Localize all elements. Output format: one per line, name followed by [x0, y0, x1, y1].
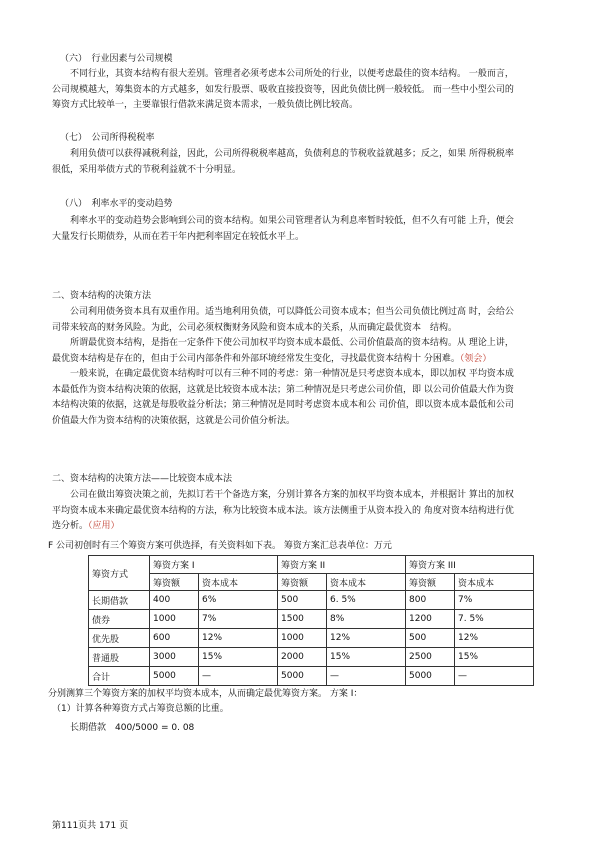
table-cell: 500: [406, 629, 455, 648]
table-cell: 800: [406, 591, 455, 610]
compare-body: [52, 488, 572, 535]
decision-heading: 二、资本结构的决策方法: [52, 291, 152, 301]
text-line: 平均资本成本来确定最优资本结构的方法，称为比较资本成本法。该方法侧重于从资本投入的 角度对资本结构进行优: [52, 505, 514, 516]
row-label: 优先股: [89, 629, 150, 648]
table-cell: 7%: [455, 591, 534, 610]
text-line: 大量发行长期债券，从而在若干年内把利率固定在较低水平上。: [52, 231, 305, 242]
text-line: 所谓最优资本结构，是指在一定条件下使公司加权平均资本成本最低、公司价值最高的资本结构。从 理论上讲，: [70, 338, 514, 348]
text-span: 选分析。: [52, 521, 89, 531]
text-line: 利用负债可以获得减税利益，因此，公司所得税税率越高，负债利息的节税收益就越多；反之，如果 所得税税率: [70, 149, 514, 159]
table-cell: 15%: [327, 648, 406, 667]
table-cell: 6. 5%: [327, 591, 406, 610]
page-number: 第111页共 171 页: [52, 821, 129, 831]
section-heading-6: （六） 行业因素与公司规模: [60, 54, 173, 64]
text-line: 筹资方式比较单一，主要靠银行借款来满足资本需求，一般负债比例比较高。: [52, 100, 359, 110]
text-line: 一般来说，在确定最优资本结构时可以有三种不同的考虑：第一种情况是只考虑资本成本，即以加权 平均资本成: [70, 369, 514, 379]
text-line: 公司规模越大，筹集资本的方式越多，如发行股票、吸收直接投资等，因此负债比例一般较低。 而一些中小型公司的: [52, 84, 514, 95]
table-header-plan-3: 筹资方案 III: [406, 556, 534, 574]
table-cell: 7%: [199, 610, 278, 629]
study-note: （应用）: [88, 521, 120, 531]
table-header-plan-1: 筹资方案 I: [150, 556, 278, 574]
table-cell: 2500: [406, 648, 455, 667]
table-cell: 12%: [327, 629, 406, 648]
text-line: 公司在做出筹资决策之前，先拟订若干个备选方案，分别计算各方案的加权平均资本成本，并根据计 算出的加权: [70, 490, 514, 500]
text-line: 利率水平的变动趋势会影响到公司的资本结构。如果公司管理者认为利息率暂时较低，但不久有可能 上升，便会: [70, 216, 514, 226]
calc-formula: 长期借款 400/5000 = 0. 08: [70, 723, 195, 733]
table-cell: 12%: [455, 629, 534, 648]
section-heading-7: （七） 公司所得税税率: [60, 133, 155, 143]
table-cell: 8%: [327, 610, 406, 629]
table-row: [89, 610, 534, 629]
table-cell: —: [199, 667, 278, 686]
table-cell: 2000: [278, 648, 327, 667]
table-cell: 1000: [278, 629, 327, 648]
text-line: 公司利用债务资本具有双重作用。适当地利用负债，可以降低公司资本成本；但当公司负债比例过高 时，会给公: [70, 307, 514, 317]
table-cell: 5000: [150, 667, 199, 686]
table-row: [89, 629, 534, 648]
table-cell: 3000: [150, 648, 199, 667]
table-cell: —: [455, 667, 534, 686]
table-subheader: 筹资额: [278, 574, 327, 591]
text-line: 本最低作为资本结构决策的依据，这就是比较资本成本法；第二种情况是只考虑公司价值，即 以公司价值最大作为资: [52, 384, 514, 395]
compare-heading: 二、资本结构的决策方法——比较资本成本法: [52, 474, 233, 484]
section-8-body: [52, 214, 572, 245]
text-line: 不同行业，其资本结构有很大差别。管理者必须考虑本公司所处的行业，以便考虑最佳的资本结构。 一般而言，: [70, 69, 514, 79]
decision-body: [52, 305, 572, 429]
text-line: 很低，采用举债方式的节税利益就不十分明显。: [52, 164, 242, 175]
table-cell: 15%: [199, 648, 278, 667]
row-label: 合计: [89, 667, 150, 686]
row-label: 债券: [89, 610, 150, 629]
table-cell: 7. 5%: [455, 610, 534, 629]
text-span: 最优资本结构是存在的，但由于公司内部条件和外部环境经常发生变化，寻找最优资本结构十 分困难。: [52, 353, 460, 364]
table-row: [89, 667, 534, 686]
calc-intro: 分别测算三个筹资方案的加权平均资本成本，从而确定最优筹资方案。 方案 I：: [48, 689, 363, 699]
table-cell: 5000: [406, 667, 455, 686]
row-label: 普通股: [89, 648, 150, 667]
table-subheader: 资本成本: [455, 574, 534, 591]
calc-step: （1）计算各种筹资方式占筹资总额的比重。: [52, 704, 229, 714]
table-cell: 15%: [455, 648, 534, 667]
text-line: 价值最大作为资本结构的决策依据，这就是公司价值分析法。: [52, 415, 296, 426]
text-line: 司带来较高的财务风险。为此，公司必须权衡财务风险和资本成本的关系，从而确定最优资本 结构。: [52, 322, 458, 333]
section-heading-8: （八） 利率水平的变动趋势: [60, 199, 173, 209]
text-line: 本结构决策的依据，这就是每股收益分析法；第三种情况是同时考虑资本成本和公 司价值，即以资本成本最低和公司: [52, 400, 514, 410]
section-7-body: [52, 147, 572, 178]
table-cell: 400: [150, 591, 199, 610]
table-row: [89, 648, 534, 667]
table-cell: 12%: [199, 629, 278, 648]
text-line: [52, 519, 572, 535]
financing-plan-table: [88, 555, 534, 686]
table-cell: 1000: [150, 610, 199, 629]
table-header-plan-2: 筹资方案 II: [278, 556, 406, 574]
table-intro: F 公司初创时有三个筹资方案可供选择，有关资料如下表。 筹资方案汇总表单位：万元: [48, 541, 392, 551]
table-subheader: 筹资额: [150, 574, 199, 591]
study-note: （领会）: [459, 353, 492, 364]
table-subheader: 资本成本: [199, 574, 278, 591]
table-cell: 5000: [278, 667, 327, 686]
section-6-body: [52, 67, 572, 114]
row-label: 长期借款: [89, 591, 150, 610]
table-header-method: 筹资方式: [89, 556, 150, 591]
table-cell: 600: [150, 629, 199, 648]
table-cell: 500: [278, 591, 327, 610]
table-subheader: 筹资额: [406, 574, 455, 591]
table-cell: 1200: [406, 610, 455, 629]
table-cell: 1500: [278, 610, 327, 629]
text-line: [52, 352, 572, 368]
table-row: [89, 591, 534, 610]
table-subheader: 资本成本: [327, 574, 406, 591]
table-cell: —: [327, 667, 406, 686]
table-cell: 6%: [199, 591, 278, 610]
